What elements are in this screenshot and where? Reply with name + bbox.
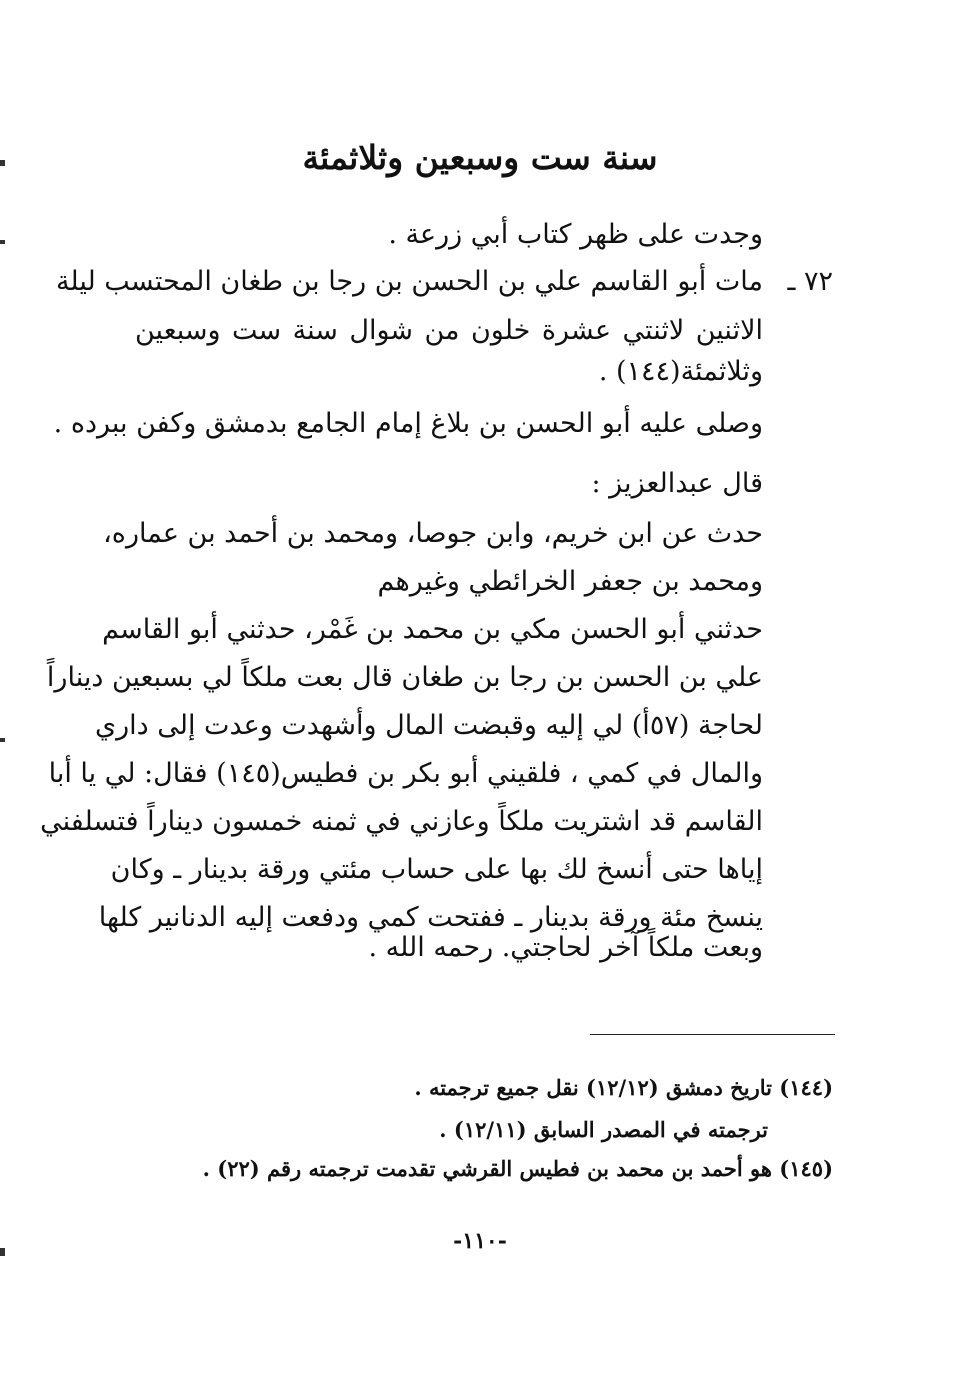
intro-line: وجدت على ظهر كتاب أبي زرعة . bbox=[388, 219, 763, 250]
scan-edge-mark bbox=[0, 240, 5, 244]
body-line-5: علي بن الحسن بن رجا بن طغان قال بعت ملكاً لي بسبعين ديناراً bbox=[46, 662, 763, 693]
body-line-6: لحاجة (٥٧أ) لي إليه وقبضت المال وأشهدت وعدت إلى داري bbox=[94, 710, 763, 741]
body-line-9: إياها حتى أنسخ لك بها على حساب مئتي ورقة بدينار ـ وكان bbox=[110, 854, 763, 885]
scan-edge-mark bbox=[0, 738, 5, 742]
footnote-144: (١٤٤) تاريخ دمشق (١٢/١٢) نقل جميع ترجمته . bbox=[414, 1075, 833, 1100]
body-line-4: حدثني أبو الحسن مكي بن محمد بن غَمْر، حدثني أبو القاسم bbox=[102, 614, 763, 645]
entry-number: ٧٢ ـ bbox=[787, 266, 833, 297]
entry-line-3: وثلاثمئة(١٤٤) . bbox=[598, 356, 763, 387]
scan-edge-mark bbox=[0, 160, 5, 166]
body-line-3: ومحمد بن جعفر الخرائطي وغيرهم bbox=[377, 566, 763, 597]
body-line-10: ينسخ مئة ورقة بدينار ـ ففتحت كمي ودفعت إليه الدنانير كلها bbox=[98, 902, 763, 933]
page-number: -١١٠- bbox=[453, 1228, 507, 1254]
footnote-144-cont: ترجمته في المصدر السابق (١٢/١١) . bbox=[439, 1117, 768, 1142]
footnote-145: (١٤٥) هو أحمد بن محمد بن فطيس القرشي تقدمت ترجمته رقم (٢٢) . bbox=[202, 1156, 833, 1181]
footnote-separator bbox=[590, 1034, 835, 1035]
body-line-11: وبعت ملكاً آخر لحاجتي. رحمه الله . bbox=[368, 932, 763, 963]
entry-line-4: وصلى عليه أبو الحسن بن بلاغ إمام الجامع بدمشق وكفن ببرده . bbox=[53, 408, 763, 439]
page-title: سنة ست وسبعين وثلاثمئة bbox=[302, 138, 658, 177]
entry-line-1: مات أبو القاسم علي بن الحسن بن رجا بن طغان المحتسب ليلة bbox=[55, 266, 763, 297]
body-line-8: القاسم قد اشتريت ملكاً وعازني في ثمنه خمسون ديناراً فتسلفني bbox=[40, 806, 763, 837]
body-line-2: حدث عن ابن خريم، وابن جوصا، ومحمد بن أحمد بن عماره، bbox=[103, 518, 763, 549]
body-line-1: قال عبدالعزيز : bbox=[591, 468, 763, 499]
body-line-7: والمال في كمي ، فلقيني أبو بكر بن فطيس(١٤٥) فقال: لي يا أبا bbox=[48, 758, 763, 789]
scan-edge-mark bbox=[0, 1248, 5, 1256]
entry-line-2: الاثنين لاثنتي عشرة خلون من شوال سنة ست وسبعين bbox=[135, 315, 763, 346]
